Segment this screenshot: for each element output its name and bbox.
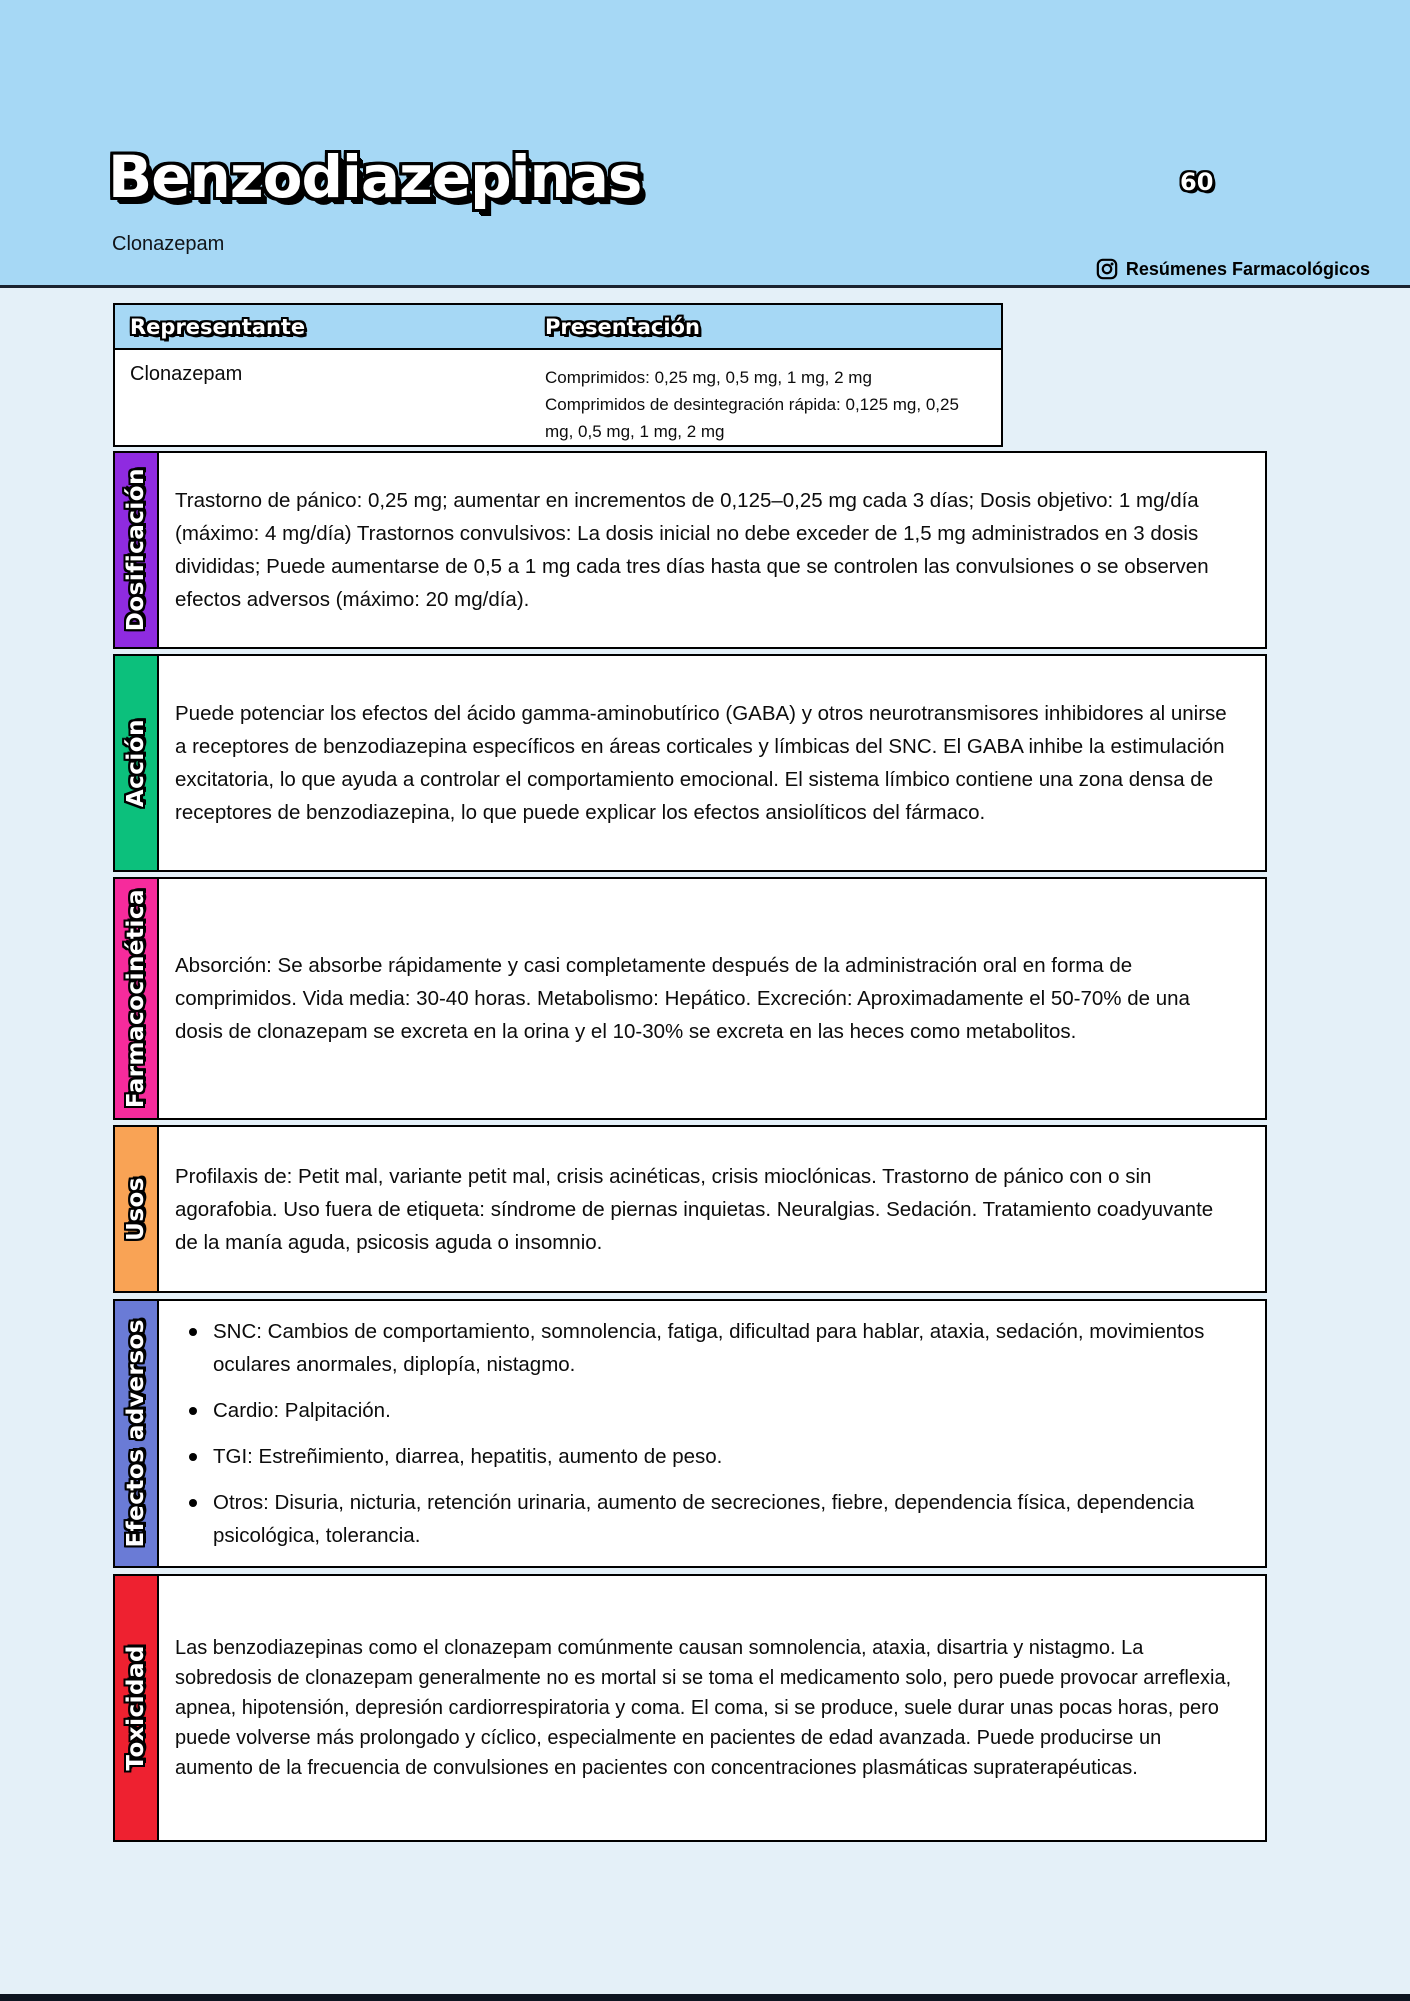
presentacion-cell [545,350,1001,445]
section-text: Las benzodiazepinas como el clonazepam comúnmente causan somnolencia, ataxia, disartria y nistagmo. La sobredosis de clonazepam generalmente no es mortal si se toma el medicamento solo, pero puede provocar arreflexia, apnea, hipotensión, depresión cardiorrespiratoria y coma. El coma, si se produce, suele durar unas pocas horas, pero puede volverse más prolongado y cíclico, especialmente en pacientes de edad avanzada. Puede producirse un aumento de la frecuencia de convulsiones en pacientes con concentraciones plasmáticas supraterapéuticas. [175,1637,1232,1779]
section-label: Toxicidad [123,1645,149,1771]
presentacion-line: Comprimidos: 0,25 mg, 0,5 mg, 1 mg, 2 mg [545,368,872,387]
section-label-strip [115,1576,159,1840]
section-label: Usos [123,1177,149,1241]
section-toxicidad [113,1574,1267,1842]
bullet-text: TGI: Estreñimiento, diarrea, hepatitis, aumento de peso. [213,1445,723,1468]
page-title: Benzodiazepinas [108,143,642,211]
section-farmacocinetica [113,877,1267,1120]
representante-cell: Clonazepam [130,363,243,385]
page-number: 60 [1180,168,1214,196]
section-label-strip [115,1127,159,1291]
section-dosificacion [113,451,1267,649]
drug-table-header-row [115,305,1001,350]
presentacion-line: Comprimidos de desintegración rápida: 0,125 mg, 0,25 mg, 0,5 mg, 1 mg, 2 mg [545,395,959,441]
brand-name: Resúmenes Farmacológicos [1125,258,1370,279]
bullet-dot [189,1453,197,1461]
adverse-effects-list [175,1315,1239,1552]
section-accion [113,654,1267,872]
section-label: Dosificación [123,468,149,632]
section-body [159,879,1265,1118]
section-body [159,656,1265,870]
table-row [115,350,1001,445]
bullet-item [175,1486,1239,1552]
section-usos [113,1125,1267,1293]
instagram-icon [1096,258,1118,280]
bullet-dot [189,1499,197,1507]
drug-table [113,303,1003,447]
column-header-representante: Representante [130,314,306,339]
section-text: Trastorno de pánico: 0,25 mg; aumentar en incrementos de 0,125–0,25 mg cada 3 días; Dosis objetivo: 1 mg/día (máximo: 4 mg/día) Trastornos convulsivos: La dosis inicial no debe exceder de 1,5 mg administrados en 3 dosis divididas; Puede aumentarse de 0,5 a 1 mg cada tres días hasta que se controlen las convulsiones o se observen efectos adversos (máximo: 20 mg/día). [175,489,1209,611]
header-divider [0,285,1410,288]
bullet-text: Otros: Disuria, nicturia, retención urinaria, aumento de secreciones, fiebre, dependencia física, dependencia psicológica, tolerancia. [213,1491,1195,1547]
section-body [159,1576,1265,1840]
section-label-strip [115,453,159,647]
bullet-dot [189,1328,197,1336]
section-label: Acción [123,718,149,808]
section-body [159,1301,1265,1566]
section-label: Efectos adversos [123,1319,149,1548]
brand-credit [1096,258,1370,280]
section-label: Farmacocinética [123,888,149,1109]
section-label-strip [115,1301,159,1566]
column-header-presentacion: Presentación [545,314,700,339]
bullet-text: Cardio: Palpitación. [213,1399,391,1422]
section-label-strip [115,656,159,870]
section-label-strip [115,879,159,1118]
bullet-item [175,1440,1239,1473]
section-text: Profilaxis de: Petit mal, variante petit mal, crisis acinéticas, crisis mioclónicas. Trastorno de pánico con o sin agorafobia. Uso fuera de etiqueta: síndrome de piernas inquietas. Neuralgias. Sedación. Tratamiento coadyuvante de la manía aguda, psicosis aguda o insomnio. [175,1164,1214,1254]
bullet-text: SNC: Cambios de comportamiento, somnolencia, fatiga, dificultad para hablar, ataxia, sedación, movimientos oculares anormales, diplopía, nistagmo. [213,1320,1205,1376]
footer-bar [0,1994,1410,2001]
section-body [159,453,1265,647]
section-body [159,1127,1265,1291]
content-area [113,303,1267,1842]
bullet-item [175,1315,1239,1381]
bullet-dot [189,1407,197,1415]
section-efectos-adversos [113,1299,1267,1568]
page-subtitle: Clonazepam [112,233,225,255]
bullet-item [175,1394,1239,1427]
section-text: Puede potenciar los efectos del ácido gamma-aminobutírico (GABA) y otros neurotransmisores inhibidores al unirse a receptores de benzodiazepina específicos en áreas corticales y límbicas del SNC. El GABA inhibe la estimulación excitatoria, lo que ayuda a controlar el comportamiento emocional. El sistema límbico contiene una zona densa de receptores de benzodiazepina, lo que puede explicar los efectos ansiolíticos del fármaco. [175,702,1227,824]
section-text: Absorción: Se absorbe rápidamente y casi completamente después de la administración oral en forma de comprimidos. Vida media: 30-40 horas. Metabolismo: Hepático. Excreción: Aproximadamente el 50-70% de una dosis de clonazepam se excreta en la orina y el 10-30% se excreta en las heces como metabolitos. [175,954,1190,1043]
